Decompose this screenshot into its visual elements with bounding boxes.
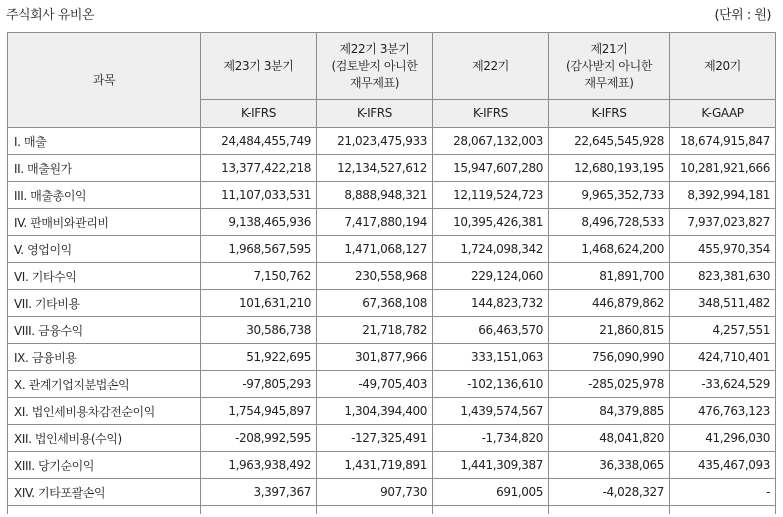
period-header-line: 제22기 3분기 <box>339 41 410 56</box>
table-row <box>8 425 776 452</box>
amount-cell: 84,379,885 <box>549 398 670 425</box>
amount-cell: -33,624,529 <box>670 371 776 398</box>
empty-cell <box>670 506 776 515</box>
header-row-periods <box>8 33 776 100</box>
amount-cell: 15,947,607,280 <box>433 155 549 182</box>
amount-cell: 446,879,862 <box>549 290 670 317</box>
table-row <box>8 452 776 479</box>
amount-cell: 9,138,465,936 <box>201 209 317 236</box>
period-header-line: 재무제표) <box>349 75 400 90</box>
amount-cell: 8,888,948,321 <box>317 182 433 209</box>
table-row <box>8 344 776 371</box>
account-label: XIV. 기타포괄손익 <box>8 479 201 506</box>
amount-cell: 81,891,700 <box>549 263 670 290</box>
amount-cell: 823,381,630 <box>670 263 776 290</box>
table-row <box>8 128 776 155</box>
amount-cell: 1,724,098,342 <box>433 236 549 263</box>
table-row <box>8 155 776 182</box>
amount-cell: 1,468,624,200 <box>549 236 670 263</box>
amount-cell: 230,558,968 <box>317 263 433 290</box>
table-body <box>8 128 776 515</box>
period-header-line: (검토받지 아니한 <box>331 58 418 73</box>
amount-cell: 24,484,455,749 <box>201 128 317 155</box>
empty-cell <box>8 506 201 515</box>
amount-cell: - <box>670 479 776 506</box>
amount-cell: 12,680,193,195 <box>549 155 670 182</box>
unit-label: (단위 : 원) <box>714 8 771 23</box>
table-row <box>8 371 776 398</box>
accounting-standard-header: K-IFRS <box>433 100 549 128</box>
account-label: IX. 금융비용 <box>8 344 201 371</box>
amount-cell: 30,586,738 <box>201 317 317 344</box>
table-row <box>8 290 776 317</box>
amount-cell: -4,028,327 <box>549 479 670 506</box>
amount-cell: 229,124,060 <box>433 263 549 290</box>
amount-cell: 4,257,551 <box>670 317 776 344</box>
account-label: XIII. 당기순이익 <box>8 452 201 479</box>
table-row <box>8 317 776 344</box>
amount-cell: 28,067,132,003 <box>433 128 549 155</box>
period-header <box>317 33 433 100</box>
amount-cell: 13,377,422,218 <box>201 155 317 182</box>
table-row <box>8 479 776 506</box>
amount-cell: 1,754,945,897 <box>201 398 317 425</box>
amount-cell: 12,134,527,612 <box>317 155 433 182</box>
account-label: IV. 판매비와관리비 <box>8 209 201 236</box>
period-header-line: 제21기 <box>590 41 628 56</box>
amount-cell: 10,395,426,381 <box>433 209 549 236</box>
amount-cell: -208,992,595 <box>201 425 317 452</box>
account-label: II. 매출원가 <box>8 155 201 182</box>
amount-cell: -1,734,820 <box>433 425 549 452</box>
empty-cell <box>433 506 549 515</box>
amount-cell: 101,631,210 <box>201 290 317 317</box>
table-row <box>8 236 776 263</box>
amount-cell: 22,645,545,928 <box>549 128 670 155</box>
accounting-standard-header: K-IFRS <box>317 100 433 128</box>
amount-cell: 348,511,482 <box>670 290 776 317</box>
amount-cell: 1,439,574,567 <box>433 398 549 425</box>
period-header-line: 제20기 <box>704 58 741 73</box>
amount-cell: -102,136,610 <box>433 371 549 398</box>
amount-cell: 907,730 <box>317 479 433 506</box>
amount-cell: -127,325,491 <box>317 425 433 452</box>
account-label: I. 매출 <box>8 128 201 155</box>
account-label: VIII. 금융수익 <box>8 317 201 344</box>
period-header <box>201 33 317 100</box>
amount-cell: 10,281,921,666 <box>670 155 776 182</box>
amount-cell: 18,674,915,847 <box>670 128 776 155</box>
amount-cell: 8,392,994,181 <box>670 182 776 209</box>
amount-cell: 51,922,695 <box>201 344 317 371</box>
empty-cell <box>317 506 433 515</box>
amount-cell: 8,496,728,533 <box>549 209 670 236</box>
amount-cell: 21,718,782 <box>317 317 433 344</box>
amount-cell: -285,025,978 <box>549 371 670 398</box>
amount-cell: 455,970,354 <box>670 236 776 263</box>
amount-cell: 301,877,966 <box>317 344 433 371</box>
amount-cell: 691,005 <box>433 479 549 506</box>
empty-cell <box>201 506 317 515</box>
amount-cell: 1,431,719,891 <box>317 452 433 479</box>
amount-cell: -49,705,403 <box>317 371 433 398</box>
table-row <box>8 263 776 290</box>
item-column-header: 과목 <box>8 33 201 128</box>
accounting-standard-header: K-IFRS <box>201 100 317 128</box>
account-label: XII. 법인세비용(수익) <box>8 425 201 452</box>
period-header-line: 제22기 <box>472 58 509 73</box>
amount-cell: 7,937,023,827 <box>670 209 776 236</box>
account-label: III. 매출총이익 <box>8 182 201 209</box>
amount-cell: 7,150,762 <box>201 263 317 290</box>
amount-cell: 7,417,880,194 <box>317 209 433 236</box>
amount-cell: 1,441,309,387 <box>433 452 549 479</box>
account-label: XI. 법인세비용차감전순이익 <box>8 398 201 425</box>
amount-cell: -97,805,293 <box>201 371 317 398</box>
account-label: V. 영업이익 <box>8 236 201 263</box>
period-header <box>549 33 670 100</box>
accounting-standard-header: K-GAAP <box>670 100 776 128</box>
amount-cell: 41,296,030 <box>670 425 776 452</box>
amount-cell: 66,463,570 <box>433 317 549 344</box>
period-header <box>433 33 549 100</box>
amount-cell: 48,041,820 <box>549 425 670 452</box>
amount-cell: 1,304,394,400 <box>317 398 433 425</box>
table-row-cut-off <box>8 506 776 515</box>
amount-cell: 11,107,033,531 <box>201 182 317 209</box>
table-row <box>8 398 776 425</box>
amount-cell: 21,023,475,933 <box>317 128 433 155</box>
amount-cell: 21,860,815 <box>549 317 670 344</box>
amount-cell: 1,471,068,127 <box>317 236 433 263</box>
period-header-line: 재무제표) <box>584 75 634 90</box>
account-label: VI. 기타수익 <box>8 263 201 290</box>
amount-cell: 9,965,352,733 <box>549 182 670 209</box>
amount-cell: 144,823,732 <box>433 290 549 317</box>
amount-cell: 756,090,990 <box>549 344 670 371</box>
table-row <box>8 182 776 209</box>
accounting-standard-header: K-IFRS <box>549 100 670 128</box>
table-row <box>8 209 776 236</box>
amount-cell: 67,368,108 <box>317 290 433 317</box>
amount-cell: 435,467,093 <box>670 452 776 479</box>
period-header-line: (감사받지 아니한 <box>565 58 653 73</box>
table-header <box>8 33 776 128</box>
account-label: VII. 기타비용 <box>8 290 201 317</box>
company-name: 주식회사 유비온 <box>6 8 95 23</box>
amount-cell: 1,968,567,595 <box>201 236 317 263</box>
amount-cell: 3,397,367 <box>201 479 317 506</box>
amount-cell: 36,338,065 <box>549 452 670 479</box>
amount-cell: 424,710,401 <box>670 344 776 371</box>
amount-cell: 12,119,524,723 <box>433 182 549 209</box>
period-header <box>670 33 776 100</box>
amount-cell: 333,151,063 <box>433 344 549 371</box>
amount-cell: 476,763,123 <box>670 398 776 425</box>
amount-cell: 1,963,938,492 <box>201 452 317 479</box>
period-header-line: 제23기 3분기 <box>223 58 294 73</box>
empty-cell <box>549 506 670 515</box>
income-statement-table <box>7 32 776 514</box>
account-label: X. 관계기업지분법손익 <box>8 371 201 398</box>
